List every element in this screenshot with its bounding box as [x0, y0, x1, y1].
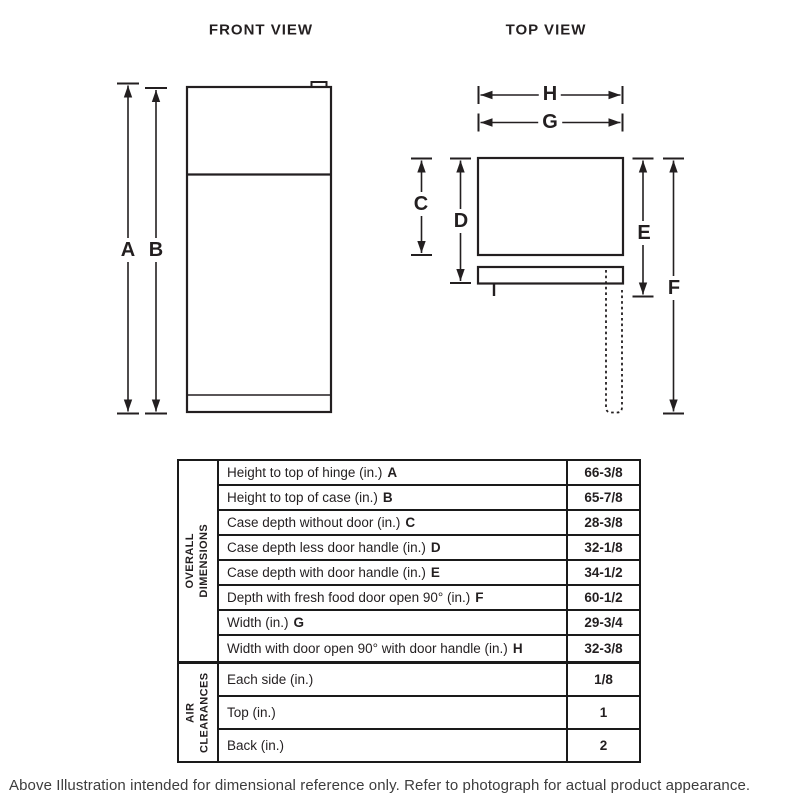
top-door-open-dashed: [606, 270, 622, 413]
row-letter: F: [475, 590, 484, 605]
dim-label-e: E: [633, 221, 654, 245]
table-row: [219, 664, 639, 697]
group-label-line: DIMENSIONS: [198, 524, 210, 598]
row-value: 1/8: [566, 664, 639, 695]
row-label: Width with door open 90° with door handle (in.) H: [227, 641, 523, 656]
table-row: [219, 636, 639, 661]
row-label: Depth with fresh food door open 90° (in.) F: [227, 590, 484, 605]
dim-label-c: C: [410, 192, 432, 216]
group-label-line: CLEARANCES: [198, 672, 210, 753]
table-row: [219, 536, 639, 561]
overall-dimensions-section: [179, 461, 639, 661]
top-case-outline: [478, 158, 623, 255]
dimensions-table: [177, 459, 641, 763]
row-letter: C: [405, 515, 416, 530]
row-label: Width (in.) G: [227, 615, 305, 630]
table-row: [219, 486, 639, 511]
dim-label-a: A: [117, 238, 139, 262]
dim-label-g: G: [538, 110, 562, 134]
row-value: 29-3/4: [566, 611, 639, 634]
row-value: 2: [566, 730, 639, 761]
row-value: 65-7/8: [566, 486, 639, 509]
row-value: 1: [566, 697, 639, 728]
row-label: Case depth without door (in.) C: [227, 515, 416, 530]
air-clearances-section: [179, 661, 639, 761]
group-label-line: OVERALL: [184, 533, 197, 589]
dim-label-h: H: [539, 82, 561, 106]
row-letter: H: [512, 641, 523, 656]
row-label: Case depth with door handle (in.) E: [227, 565, 440, 580]
air-clearances-group-label: [179, 664, 219, 761]
row-value: 34-1/2: [566, 561, 639, 584]
row-letter: D: [430, 540, 441, 555]
row-letter: G: [293, 615, 305, 630]
overall-dimensions-group-label: [179, 461, 219, 661]
row-label: Height to top of hinge (in.) A: [227, 465, 398, 480]
row-value: 28-3/8: [566, 511, 639, 534]
table-row: [219, 561, 639, 586]
footer-note: Above Illustration intended for dimensional reference only. Refer to photograph for actual product appearance.: [9, 777, 751, 794]
top-view-drawing: [411, 86, 684, 414]
row-label: Top (in.): [227, 705, 276, 720]
top-view-title: TOP VIEW: [505, 21, 587, 39]
row-label: Case depth less door handle (in.) D: [227, 540, 441, 555]
row-value: 32-3/8: [566, 636, 639, 661]
row-letter: E: [430, 565, 440, 580]
row-letter: A: [387, 465, 398, 480]
table-row: [219, 461, 639, 486]
row-value: 66-3/8: [566, 461, 639, 484]
row-value: 60-1/2: [566, 586, 639, 609]
row-label: Height to top of case (in.) B: [227, 490, 393, 505]
dim-label-f: F: [664, 276, 684, 300]
row-label: Back (in.): [227, 738, 285, 753]
row-label: Each side (in.): [227, 672, 314, 687]
table-row: [219, 697, 639, 730]
row-value: 32-1/8: [566, 536, 639, 559]
table-row: [219, 611, 639, 636]
front-case-outline: [187, 87, 331, 412]
table-row: [219, 586, 639, 611]
table-row: [219, 511, 639, 536]
group-label-line: AIR: [184, 702, 197, 723]
front-view-title: FRONT VIEW: [208, 21, 314, 39]
dim-label-d: D: [450, 209, 472, 233]
dim-label-b: B: [145, 238, 167, 262]
table-row: [219, 730, 639, 761]
top-door-outline: [478, 267, 623, 284]
row-letter: B: [382, 490, 393, 505]
